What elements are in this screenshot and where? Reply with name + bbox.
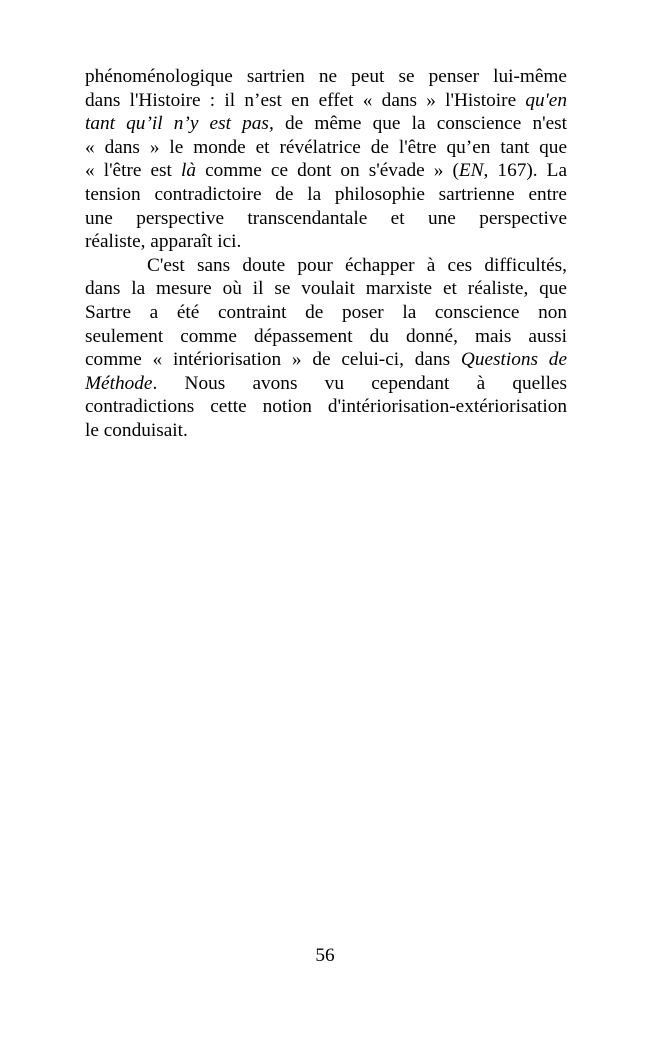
text-run: comme « intériorisation » de celui-ci, dans bbox=[85, 349, 461, 371]
text-block bbox=[85, 65, 567, 443]
text-run: C'est sans doute pour échapper à ces difficultés, bbox=[147, 254, 567, 276]
page-number: 56 bbox=[315, 945, 335, 966]
italic-text: Méthode bbox=[85, 372, 153, 394]
text-run: , 167). La bbox=[483, 160, 568, 182]
text-line bbox=[85, 159, 567, 183]
text-line bbox=[85, 183, 567, 207]
text-run: « l'être est bbox=[85, 160, 181, 182]
text-run: contradictions cette notion d'intériorisation-extériorisation bbox=[85, 396, 567, 418]
paragraph bbox=[85, 65, 567, 254]
text-run: Sartre a été contraint de poser la conscience non bbox=[85, 301, 567, 323]
text-line bbox=[85, 301, 567, 325]
text-line bbox=[85, 230, 567, 254]
page-body bbox=[85, 65, 567, 443]
text-run: . Nous avons vu cependant à quelles bbox=[152, 372, 567, 394]
text-line bbox=[85, 419, 567, 443]
text-run: phénoménologique sartrien ne peut se penser lui-même bbox=[85, 66, 567, 87]
text-run: seulement comme dépassement du donné, mais aussi bbox=[85, 325, 567, 347]
text-line bbox=[85, 112, 567, 136]
text-run: dans l'Histoire : il n’est en effet « dans » l'Histoire bbox=[85, 89, 526, 111]
text-line bbox=[85, 65, 567, 89]
text-line bbox=[85, 89, 567, 113]
text-line bbox=[85, 136, 567, 160]
text-run: dans la mesure où il se voulait marxiste et réaliste, que bbox=[85, 278, 567, 300]
text-run: tension contradictoire de la philosophie sartrienne entre bbox=[85, 183, 567, 205]
text-line bbox=[85, 348, 567, 372]
text-run: le conduisait. bbox=[85, 419, 188, 441]
italic-text: là bbox=[181, 160, 196, 182]
paragraph bbox=[85, 254, 567, 443]
text-run: « dans » le monde et révélatrice de l'être qu’en tant que bbox=[85, 136, 567, 158]
text-run: de même que la conscience n'est bbox=[273, 113, 567, 135]
text-run: réaliste, apparaît ici. bbox=[85, 231, 242, 253]
text-run: une perspective transcendantale et une perspective bbox=[85, 207, 567, 229]
text-run: comme ce dont on s'évade » ( bbox=[196, 160, 459, 182]
text-line bbox=[85, 277, 567, 301]
text-line bbox=[85, 395, 567, 419]
text-line bbox=[85, 207, 567, 231]
italic-text: Questions de bbox=[460, 349, 568, 371]
text-line bbox=[85, 254, 567, 278]
italic-text: tant qu’il n’y est pas, bbox=[85, 113, 274, 135]
italic-text: EN bbox=[458, 160, 484, 182]
text-line bbox=[85, 325, 567, 349]
text-line bbox=[85, 372, 567, 396]
italic-text: qu'en bbox=[525, 89, 567, 111]
